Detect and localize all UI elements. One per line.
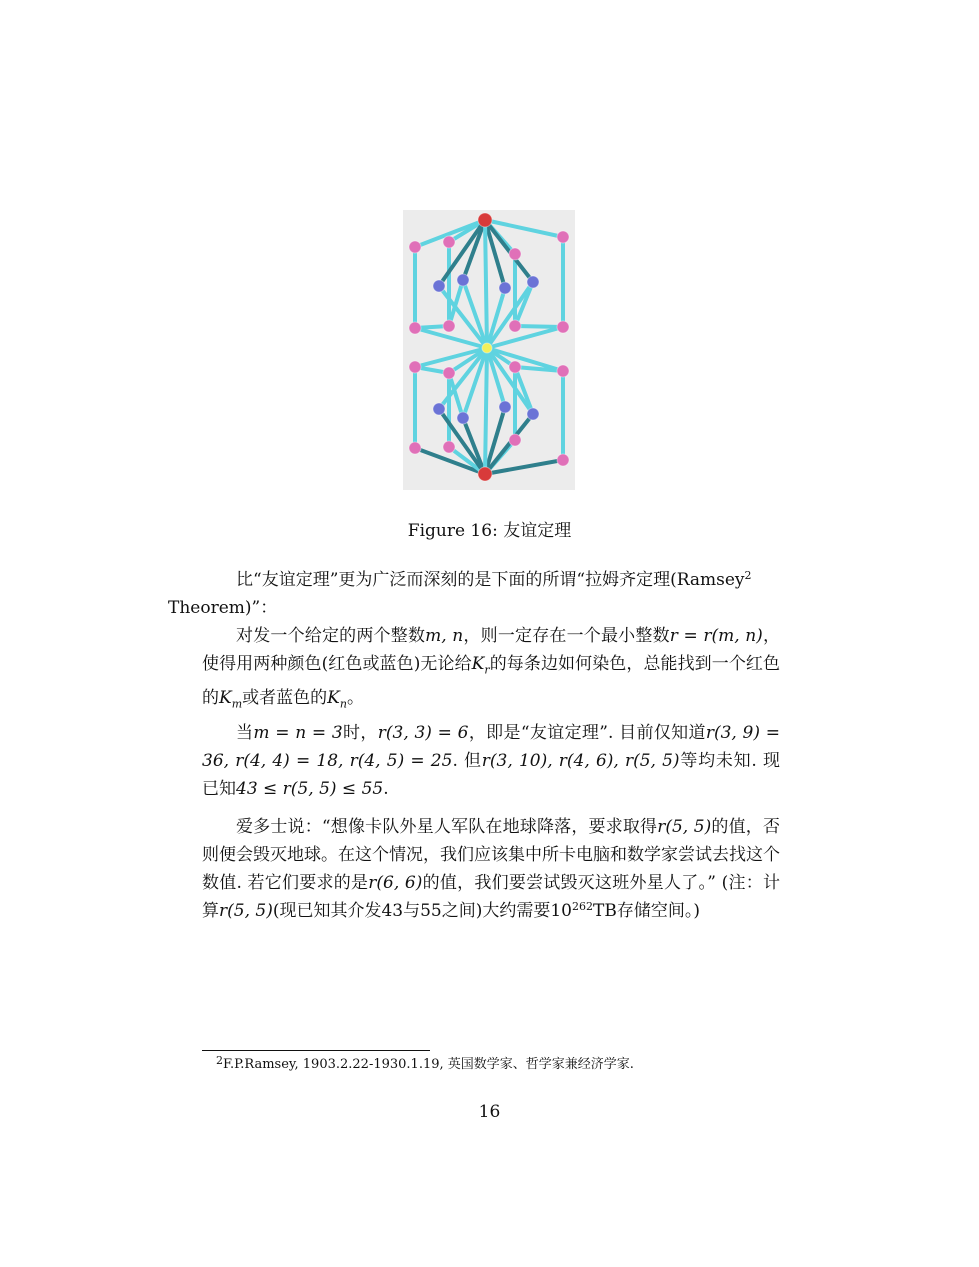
graph-node-blue bbox=[433, 280, 445, 292]
p2-text-a: 对发一个给定的两个整数 bbox=[236, 626, 426, 646]
graph-node-pink bbox=[509, 361, 521, 373]
graph-node-blue bbox=[499, 282, 511, 294]
graph-node-pink bbox=[557, 365, 569, 377]
graph-node-pink bbox=[409, 322, 421, 334]
footnote-ref-2: 2 bbox=[744, 569, 752, 582]
graph-node-blue bbox=[433, 403, 445, 415]
p1-text-a: 比“友谊定理”更为广泛而深刻的是下面的所谓“拉姆齐定理(Ramsey bbox=[236, 570, 745, 590]
graph-node-red bbox=[478, 213, 492, 227]
p3-text-e: 等均未知. 现已知 bbox=[202, 750, 781, 799]
math-k-n bbox=[327, 688, 347, 711]
math-k-m-base: K bbox=[219, 688, 232, 709]
p4-text-d: (现已知其介发43与55之间)大约需要10 bbox=[272, 900, 573, 921]
graph-node-blue bbox=[527, 276, 539, 288]
graph-node-pink bbox=[557, 231, 569, 243]
graph-node-pink bbox=[409, 361, 421, 373]
math-r33: r(3, 3) = 6 bbox=[377, 722, 469, 743]
graph-node-center bbox=[482, 343, 492, 353]
caption-text: 友谊定理 bbox=[503, 521, 572, 541]
p4-text-e: TB存储空间。) bbox=[593, 900, 700, 921]
body-text bbox=[168, 566, 781, 925]
math-k-n-base: K bbox=[327, 688, 340, 709]
footnote bbox=[216, 1056, 634, 1074]
math-m-n: m, n bbox=[425, 626, 464, 646]
p4-text-a: 爱多士说：“想像卡队外星人军队在地球降落，要求取得 bbox=[236, 816, 658, 837]
math-k-r-sub: r bbox=[484, 663, 490, 677]
footnote-rule bbox=[202, 1050, 430, 1051]
graph-node-pink bbox=[557, 454, 569, 466]
p2-text-d: 的每条边如何染色，总能找到一个红色的 bbox=[202, 654, 781, 709]
p3-text-d: . 但 bbox=[452, 750, 482, 771]
footnote-mark: 2 bbox=[216, 1054, 223, 1067]
footnote-text: F.P.Ramsey, 1903.2.22-1930.1.19, 英国数学家、哲学家兼经济学家. bbox=[223, 1057, 634, 1072]
p1-text-b: Theorem)”： bbox=[168, 598, 278, 618]
p2-text-c: ，使得用两种颜色(红色或蓝色)无论给 bbox=[202, 626, 781, 674]
math-k-n-sub: n bbox=[339, 697, 347, 711]
graph-node-pink bbox=[509, 434, 521, 446]
graph-edge bbox=[485, 220, 487, 348]
graph-node-pink bbox=[443, 320, 455, 332]
graph-node-pink bbox=[443, 367, 455, 379]
p4-text-b: 的值，否则便会毁灭地球。在这个情况，我们应该集中所卡电脑和数学家尝试去找这个数值. 若它们要求的是 bbox=[202, 816, 780, 893]
math-r55-b: r(5, 5) bbox=[219, 900, 273, 921]
graph-node-pink bbox=[509, 248, 521, 260]
graph-node-pink bbox=[443, 441, 455, 453]
paragraph-ramsey-theorem bbox=[202, 622, 780, 719]
page-number: 16 bbox=[478, 1102, 501, 1122]
graph-node-blue bbox=[457, 274, 469, 286]
math-m-n-3: m = n = 3 bbox=[253, 722, 343, 743]
graph-node-pink bbox=[557, 321, 569, 333]
exponent-262: 262 bbox=[572, 899, 594, 913]
friendship-graph-figure bbox=[403, 210, 575, 490]
paragraph-ramsey-intro bbox=[168, 566, 780, 622]
p2-text-b: ，则一定存在一个最小整数 bbox=[463, 626, 670, 646]
paragraph-erdos-quote bbox=[202, 813, 780, 925]
math-r55-bounds: 43 ≤ r(5, 5) ≤ 55 bbox=[236, 778, 384, 799]
graph-node-blue bbox=[457, 412, 469, 424]
math-r66: r(6, 6) bbox=[368, 872, 423, 893]
graph-node-blue bbox=[527, 408, 539, 420]
math-r-eq: r = r(m, n) bbox=[669, 626, 763, 646]
p3-text-c: ，即是“友谊定理”. 目前仅知道 bbox=[468, 722, 706, 743]
math-k-r-base: K bbox=[471, 654, 485, 674]
p3-text-f: . bbox=[383, 778, 389, 799]
graph-edge bbox=[515, 326, 563, 327]
graph-node-pink bbox=[443, 236, 455, 248]
graph-node-blue bbox=[499, 401, 511, 413]
graph-node-pink bbox=[509, 320, 521, 332]
p2-text-f: 。 bbox=[346, 688, 364, 709]
p3-text-a: 当 bbox=[236, 722, 254, 743]
graph-node-pink bbox=[409, 442, 421, 454]
math-k-m-sub: m bbox=[231, 697, 243, 711]
math-unknown-ramsey: r(3, 10), r(4, 6), r(5, 5) bbox=[481, 750, 680, 771]
figure-caption bbox=[0, 516, 979, 541]
p3-text-b: 时， bbox=[342, 722, 378, 743]
graph-node-red bbox=[478, 467, 492, 481]
paragraph-known-values bbox=[202, 719, 780, 803]
math-k-r bbox=[471, 654, 490, 677]
math-r55-a: r(5, 5) bbox=[657, 816, 712, 837]
graph-node-pink bbox=[409, 241, 421, 253]
p2-text-e: 或者蓝色的 bbox=[242, 688, 328, 709]
math-k-m bbox=[219, 688, 243, 711]
math-known-ramsey: r(3, 9) = 36, r(4, 4) = 18, r(4, 5) = 25 bbox=[202, 722, 780, 771]
caption-label: Figure 16: bbox=[407, 521, 498, 541]
p4-text-c: 的值，我们要尝试毁灭这班外星人了。” (注：计算 bbox=[202, 872, 780, 921]
graph-edge bbox=[485, 348, 487, 474]
